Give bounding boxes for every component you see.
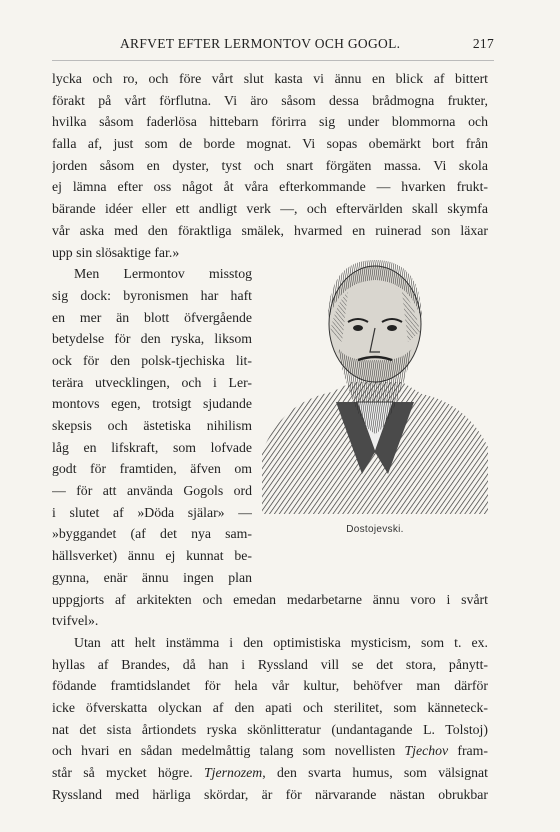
text-line: terära utvecklingen, och i Ler-	[52, 374, 252, 390]
text-line	[52, 740, 488, 762]
text-line: bärande idéer eller ett andligt verk —, och eftervärlden skall skymfa	[52, 201, 488, 217]
text-line: hyllas af Brandes, då han i Ryssland vill se det stora, pånytt-	[52, 656, 488, 672]
text-line: »byggandet (af det nya sam-	[52, 526, 252, 542]
text-line: icke öfverskatta olyckan af den apati och sterilitet, som känneteck-	[52, 699, 488, 715]
italic-name: Tjechov	[404, 743, 449, 759]
text-line: födande framtidslandet för hela vår kultur, behöfver man därför	[52, 678, 488, 694]
italic-term: Tjernozem	[204, 765, 263, 780]
running-header	[52, 36, 494, 52]
text-line: falla af, just som de borde mognat. Vi sopas obemärkt bort från	[52, 136, 488, 152]
text-line: ej lämna efter oss något åt våra efterkommande — hvarken frukt-	[52, 179, 488, 195]
text-line: lycka och ro, och före vårt slut kasta vi ännu en blick af bittert	[52, 71, 488, 86]
text-fragment: fram-	[448, 743, 488, 759]
text-line: montovs egen, trotsigt sjudande	[52, 396, 252, 412]
text-fragment: och hvari en sådan medelmåttig talang som novellisten	[52, 743, 396, 759]
text-line: hällsverket) ännu ej kunnat be-	[52, 548, 252, 564]
text-line: skepsis och ästetiska nihilism	[52, 418, 252, 433]
text-line: tvifvel».	[52, 613, 99, 629]
text-line: förakt på vårt förflutna. Vi äro såsom dessa brådmogna frukter,	[52, 92, 488, 108]
text-line: Utan att helt instämma i den optimistiska mysticism, som t. ex.	[74, 634, 488, 650]
text-line: ock för den polsk-tjechiska lit-	[52, 352, 252, 368]
text-line: Men Lermontov misstog	[74, 266, 252, 282]
portrait-caption: Dostojevski.	[346, 524, 404, 535]
text-line: vår aska med den föraktliga smälek, hvarmed en ruinerad son läxar	[52, 222, 488, 238]
text-fragment: står så mycket högre.	[52, 765, 193, 780]
text-line: låg en lifskraft, som lofvade	[52, 439, 252, 455]
text-line: uppgjorts af arkitekten och emedan medarbetarne ännu voro i svårt	[52, 591, 488, 607]
text-line: en mer än blott öfvergående	[52, 309, 252, 325]
text-line: jorden såsom en dyster, tyst och snart förgäten massa. Vi skola	[52, 157, 488, 173]
text-line: i slutet af »Döda själar» —	[52, 504, 252, 520]
text-line: — för att använda Gogols ord	[52, 483, 252, 499]
text-line	[52, 762, 488, 784]
text-line: gynna, enär ännu ingen plan	[52, 569, 252, 585]
text-fragment: , den svarta humus, som välsignat	[262, 765, 488, 780]
portrait-engraving	[262, 252, 488, 514]
text-line: betydelse för den ryska, liksom	[52, 331, 252, 347]
text-line: Ryssland med härliga skördar, är för närvarande nästan obrukbar	[52, 786, 488, 802]
text-line: sig dock: byronismen har haft	[52, 287, 252, 303]
text-line: upp sin slösaktige far.»	[52, 244, 180, 260]
text-line: godt för framtiden, äfven om	[52, 461, 252, 477]
page-number: 217	[472, 36, 494, 51]
header-rule	[52, 60, 494, 61]
running-title: ARFVET EFTER LERMONTOV OCH GOGOL.	[120, 36, 401, 51]
text-line: nat det sista årtiondets ryska skönlitteratur (undantagande L. Tolstoj)	[52, 721, 488, 737]
text-line: hvilka såsom faderlösa hittebarn förirra sig under blommorna och	[52, 114, 488, 130]
